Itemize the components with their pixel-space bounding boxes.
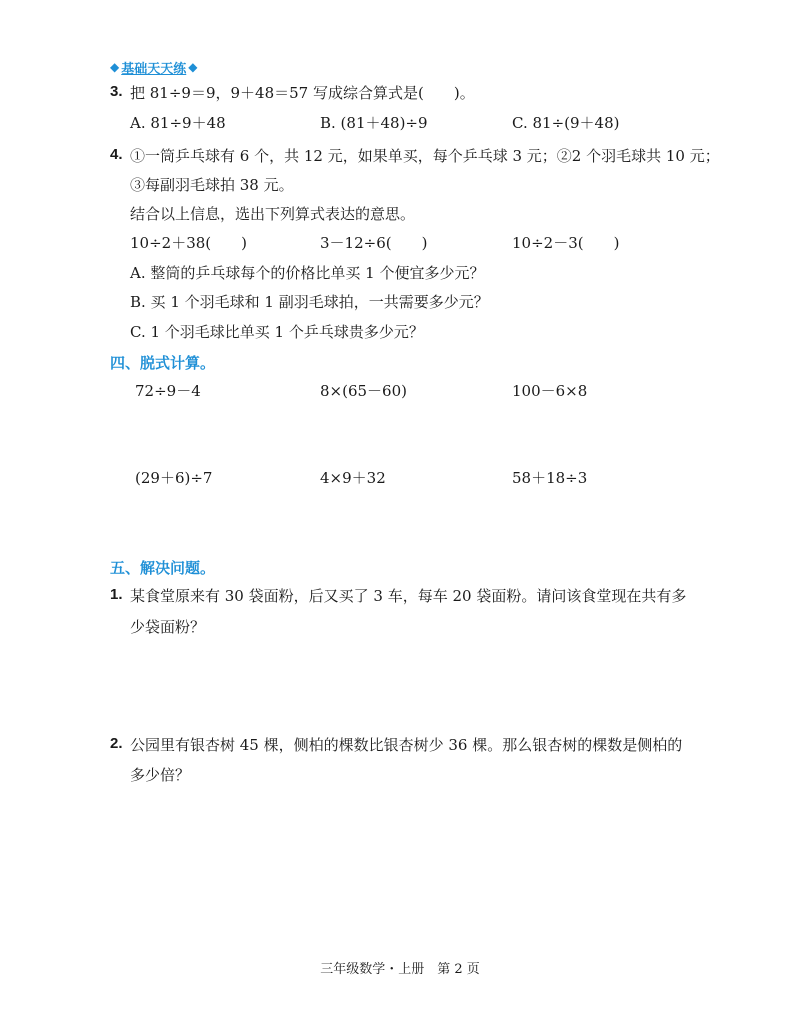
question-3-number: 3. xyxy=(110,83,123,100)
calc-item: 4×9＋32 xyxy=(320,469,386,487)
choice-a: A. 整筒的乒乓球每个的价格比单买 1 个便宜多少元？ xyxy=(130,264,485,282)
question-4-line1: ①一筒乒乓球有 6 个，共 12 元，如果单买，每个乒乓球 3 元；②2 个羽毛球共 10 元； xyxy=(130,147,720,165)
choice-c: C. 1 个羽毛球比单买 1 个乒乓球贵多少元？ xyxy=(130,323,424,341)
section-4-title: 四、脱式计算。 xyxy=(110,354,216,372)
problem-2-number: 2. xyxy=(110,735,123,752)
question-4-line2: ③每副羽毛球拍 38 元。 xyxy=(130,176,294,194)
problem-1-line2: 少袋面粉？ xyxy=(130,618,206,636)
question-4-instruction: 结合以上信息，选出下列算式表达的意思。 xyxy=(130,205,416,223)
problem-1-number: 1. xyxy=(110,586,123,603)
calc-item: (29＋6)÷7 xyxy=(135,469,213,487)
problem-2-line1: 公园里有银杏树 45 棵，侧柏的棵数比银杏树少 36 棵。那么银杏树的棵数是侧柏的 xyxy=(130,736,683,754)
problem-2-line2: 多少倍？ xyxy=(130,766,191,784)
section-tag-label: 基础天天练 xyxy=(121,61,187,77)
question-3-option-c: C. 81÷(9＋48) xyxy=(512,114,620,132)
diamond-icon: ◆ xyxy=(110,60,120,74)
calc-item: 8×(65－60) xyxy=(320,382,407,400)
expression-3: 10÷2－3( ) xyxy=(512,234,620,252)
calc-item: 58＋18÷3 xyxy=(512,469,588,487)
expression-1: 10÷2＋38( ) xyxy=(130,234,247,252)
problem-1-line1: 某食堂原来有 30 袋面粉，后又买了 3 车，每车 20 袋面粉。请问该食堂现在共有多 xyxy=(130,587,687,605)
section-tag xyxy=(110,57,197,77)
calc-item: 72÷9－4 xyxy=(135,382,201,400)
calc-item: 100－6×8 xyxy=(512,382,588,400)
question-4-number: 4. xyxy=(110,146,123,163)
question-3-text: 把 81÷9＝9，9＋48＝57 写成综合算式是( )。 xyxy=(130,84,475,102)
question-3-option-b: B. (81＋48)÷9 xyxy=(320,114,428,132)
section-5-title: 五、解决问题。 xyxy=(110,559,216,577)
diamond-icon: ◆ xyxy=(188,60,198,74)
choice-b: B. 买 1 个羽毛球和 1 副羽毛球拍，一共需要多少元？ xyxy=(130,293,489,311)
expression-2: 3－12÷6( ) xyxy=(320,234,428,252)
page-footer: 三年级数学・上册 第 2 页 xyxy=(320,962,480,977)
question-3-option-a: A. 81÷9＋48 xyxy=(130,114,226,132)
